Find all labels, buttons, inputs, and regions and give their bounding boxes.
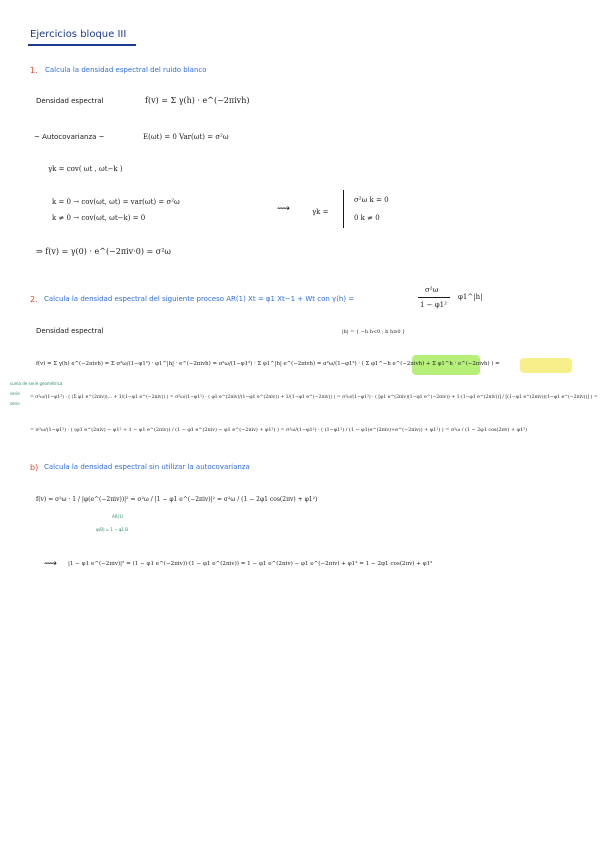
ex1-piece-top: σ²ω k = 0 xyxy=(354,196,389,204)
ex1-density-label: Densidad espectral xyxy=(36,97,104,105)
title-underline xyxy=(28,44,136,46)
page-title: Ejercicios bloque III xyxy=(30,29,127,40)
ex2-density-label: Densidad espectral xyxy=(36,327,104,335)
ex2b-statement: Calcula la densidad espectral sin utilizar la autocovarianza xyxy=(44,463,250,471)
ex1-result: ⇒ f(v) = γ(0) · e^(−2πiv·0) = σ²ω xyxy=(36,247,171,256)
ex2-gamma-den: 1 − φ1² xyxy=(420,301,447,309)
ex2-gamma-frac-bar xyxy=(418,297,450,298)
ex1-gamma-def: γk = cov( ωt , ωt−k ) xyxy=(48,165,123,173)
ex2-statement: Calcula la densidad espectral del siguiente proceso AR(1) Xt = φ1 Xt−1 + Wt con γ(h) = xyxy=(44,295,355,303)
ex2-line3: = σ²ω/(1−φ1²) · ( (φ1 e^(2πiv) − φ1² + 1 − φ1 e^(2πiv)) / (1 − φ1 e^(2πiv) − φ1 e^(−2πiv) + φ1²) ) = σ²ω/(1−φ1²) · ( (1−φ1²) / (1 − φ1(e^(2πiv)+e^(−2πiv)) + φ1²) ) = σ²ω / (1 − 2φ1 cos(2πv) + φ1²) xyxy=(30,427,528,433)
ex1-case2: k ≠ 0 → cov(ωt, ωt−k) = 0 xyxy=(52,214,146,222)
ex1-piece-bot: 0 k ≠ 0 xyxy=(354,214,380,222)
leads-to-arrow: ⟿ xyxy=(44,559,57,569)
ex1-autocov-label: ~ Autocovarianza ~ xyxy=(34,133,105,141)
implies-arrow: ⟿ xyxy=(277,204,290,214)
ex2-line2: = σ²ω/(1−φ1²) · ( (Σ φ1 e^(2πiv))... + 1/(1−φ1 e^(−2πiv)) ) = σ²ω/(1−φ1²) · ( φ1 e^(2πiv)/(1−φ1 e^(2πiv)) + 1/(1−φ1 e^(−2πiv)) ) = σ²ω/(1−φ1²) · ( [φ1 e^(2πiv)(1−φ1 e^(−2πiv)) + 1·(1−φ1 e^(2πiv))] / [(1−φ1 e^(2πiv))(1−φ1 e^(−2πiv))] ) = xyxy=(30,395,598,400)
side-note-serie-1: serie xyxy=(10,391,20,396)
piecewise-brace xyxy=(343,190,344,228)
side-note-serie-2: serie xyxy=(10,401,20,406)
ex1-piecewise-lhs: γk = xyxy=(312,208,329,216)
ex2-abs-note: |h| = { −h h<0 ; h h≥0 } xyxy=(342,329,406,335)
ex2-gamma-tail: φ1^|h| xyxy=(458,293,483,301)
ex2b-number: b) xyxy=(30,463,39,472)
ex1-moments: E(ωt) = 0 Var(ωt) = σ²ω xyxy=(143,133,229,141)
highlight-sum-positive xyxy=(520,358,572,373)
ex2b-expansion: |1 − φ1 e^(−2πiv)|² = (1 − φ1 e^(−2πiv))·(1 − φ1 e^(2πiv)) = 1 − φ1 e^(2πiv) − φ1 e^(−2πiv) + φ1² = 1 − 2φ1 cos(2πv) + φ1² xyxy=(68,561,433,567)
ex2b-note-phi: φ(B) = 1 − φ1 B xyxy=(96,527,129,532)
ex1-statement: Calcula la densidad espectral del ruido blanco xyxy=(45,66,207,74)
ex2-gamma-num: σ²ω xyxy=(425,286,439,294)
ex2b-note-ar1: AR(1) xyxy=(112,514,124,519)
ex2-line1: f(v) = Σ γ(h) e^(−2πivh) = Σ σ²ω/(1−φ1²) · φ1^|h| · e^(−2πivh) = σ²ω/(1−φ1²) · Σ φ1^|h| e^(−2πivh) = σ²ω/(1−φ1²) · ( Σ φ1^−h e^(−2πivh) + Σ φ1^h · e^(−2πivh) ) = xyxy=(36,361,500,367)
ex1-number: 1. xyxy=(30,66,38,75)
ex2b-formula: f(v) = σ²ω · 1 / |φ(e^(−2πiv))|² = σ²ω / |1 − φ1 e^(−2πiv)|² = σ²ω / (1 − 2φ1 cos(2πv) + φ1²) xyxy=(36,496,318,503)
ex1-case1: k = 0 → cov(ωt, ωt) = var(ωt) = σ²ω xyxy=(52,198,180,206)
side-note-geometric: suma de serie geométrica xyxy=(10,381,63,386)
ex2-number: 2. xyxy=(30,295,38,304)
ex1-formula: f(v) = Σ γ(h) · e^(−2πivh) xyxy=(145,96,250,105)
